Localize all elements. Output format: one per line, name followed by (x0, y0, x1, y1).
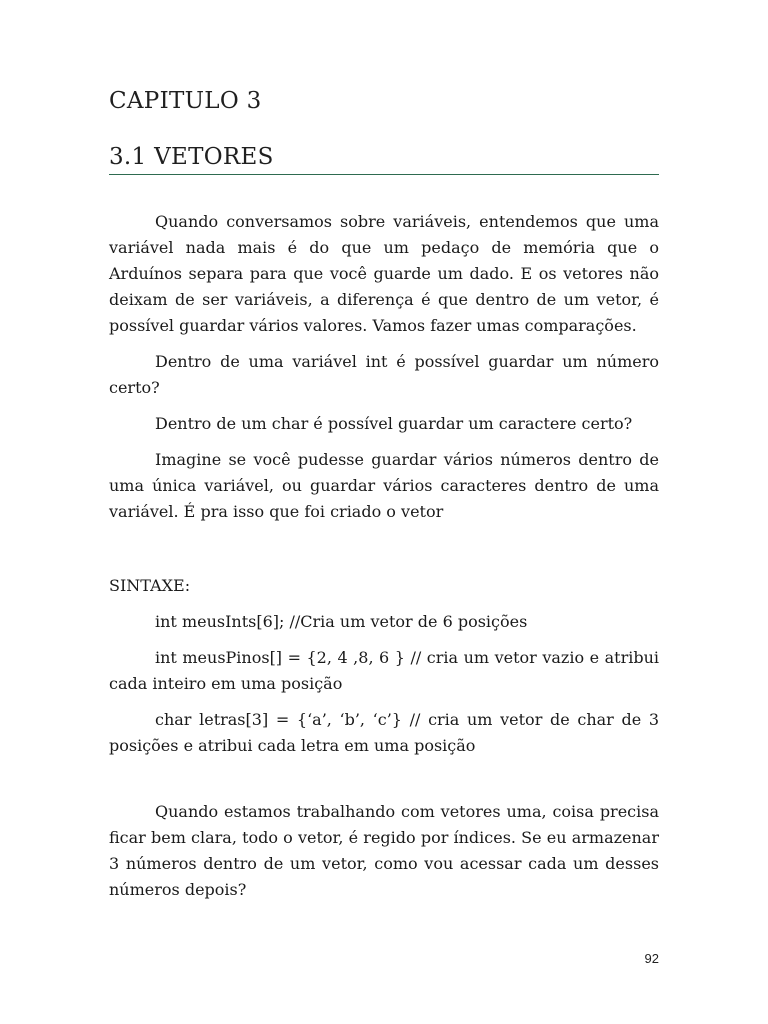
paragraph-intro: Quando conversamos sobre variáveis, entendemos que uma variável nada mais é do que um pedaço de memória que o Arduínos separa para que você guarde um dado. E os vetores não deixam de ser variáveis, a diferença é que dentro de um vetor, é possível guardar vários valores. Vamos fazer umas comparações. (109, 212, 659, 335)
syntax-heading: SINTAXE: (109, 576, 191, 595)
syntax-example: int meusPinos[] = {2, 4 ,8, 6 } // cria um vetor vazio e atribui cada inteiro em uma posição (109, 648, 659, 693)
paragraph-closing: Quando estamos trabalhando com vetores uma, coisa precisa ficar bem clara, todo o vetor, é regido por índices. Se eu armazenar 3 números dentro de um vetor, como vou acessar cada um desses números depois? (109, 802, 659, 899)
spacer (109, 535, 659, 573)
body-content (109, 209, 659, 913)
page-number: 92 (644, 951, 659, 966)
paragraph-int-question: Dentro de uma variável int é possível guardar um número certo? (109, 352, 659, 397)
syntax-example: int meusInts[6]; //Cria um vetor de 6 posições (155, 612, 528, 631)
paragraph-imagine: Imagine se você pudesse guardar vários números dentro de uma única variável, ou guardar vários caracteres dentro de uma variável. É pra isso que foi criado o vetor (109, 450, 659, 521)
chapter-title: CAPITULO 3 (109, 88, 262, 114)
document-page (109, 0, 659, 1024)
paragraph-char-question: Dentro de um char é possível guardar um caractere certo? (155, 414, 633, 433)
syntax-example: char letras[3] = {‘a’, ‘b’, ‘c’} // cria um vetor de char de 3 posições e atribui cada letra em uma posição (109, 710, 659, 755)
spacer (109, 769, 659, 799)
section-title: 3.1 VETORES (109, 144, 274, 170)
section-divider (109, 174, 659, 175)
